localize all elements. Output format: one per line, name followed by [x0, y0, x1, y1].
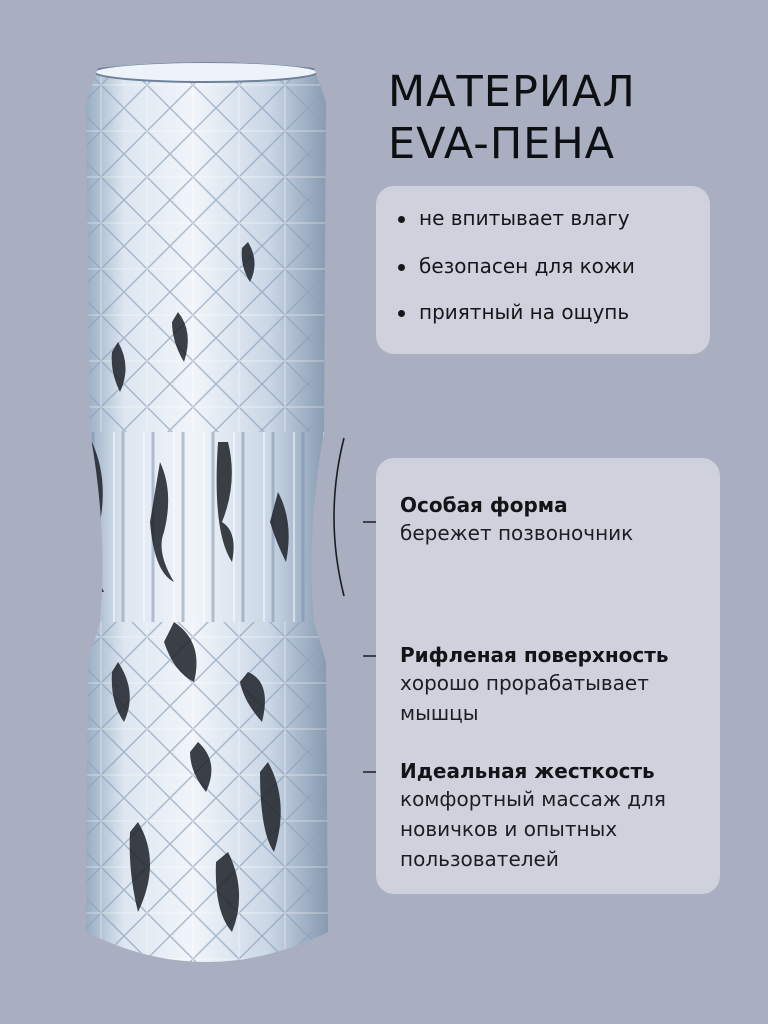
property-item [398, 254, 635, 278]
property-label: приятный на ощупь [419, 300, 630, 324]
property-label: не впитывает влагу [419, 206, 630, 230]
curve-bracket-icon [330, 436, 356, 598]
feature-description: бережет позвоночник [400, 521, 634, 545]
property-item [398, 206, 630, 230]
feature-description: комфортный массаж для новичков и опытных пользователей [400, 787, 666, 871]
material-title [388, 66, 748, 170]
feature-item [400, 642, 720, 728]
feature-title: Идеальная жесткость [400, 759, 655, 783]
feature-title: Особая форма [400, 493, 568, 517]
material-title-line1: МАТЕРИАЛ [388, 67, 636, 117]
material-properties-panel [376, 186, 710, 354]
feature-title: Рифленая поверхность [400, 643, 669, 667]
features-panel [376, 458, 720, 894]
material-title-line2: EVA-ПЕНА [388, 119, 616, 169]
property-label: безопасен для кожи [419, 254, 635, 278]
foam-roller-image [78, 62, 334, 974]
property-item [398, 300, 629, 324]
feature-description: хорошо прорабатывает мышцы [400, 671, 649, 725]
feature-item [400, 492, 720, 548]
foam-roller-illustration [78, 62, 334, 974]
feature-item [400, 758, 720, 874]
